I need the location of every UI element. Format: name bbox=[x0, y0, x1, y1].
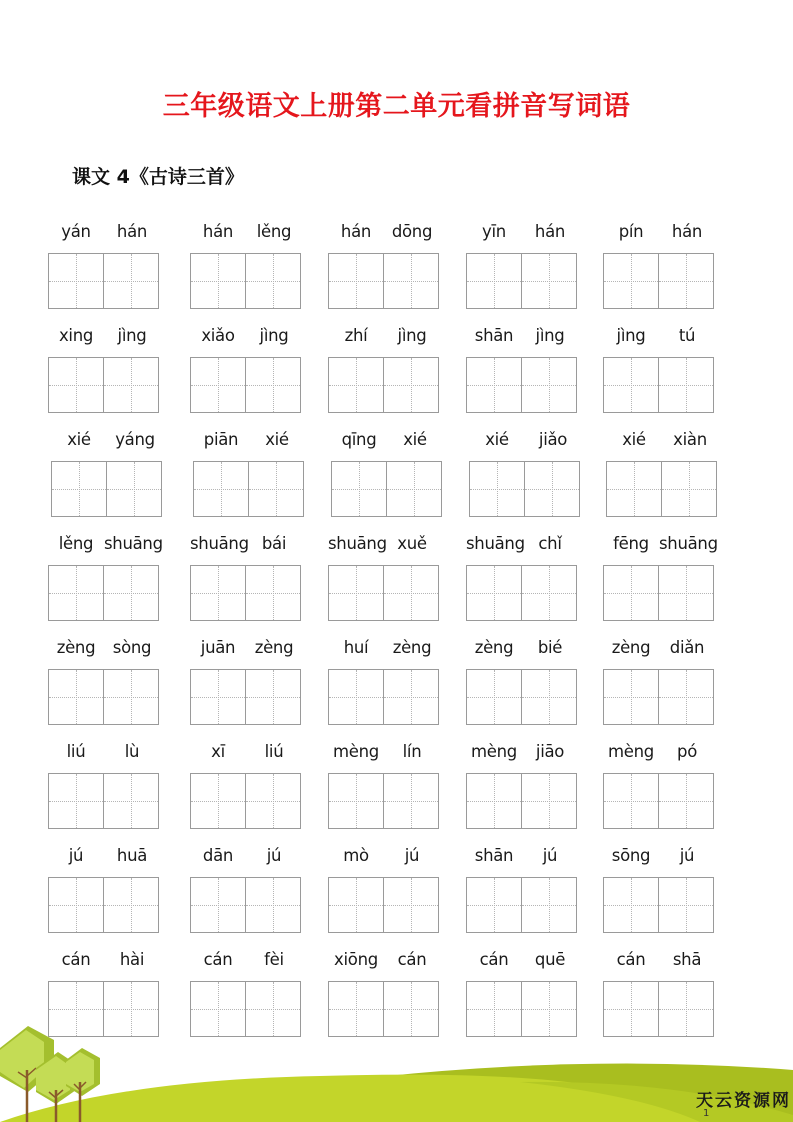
tianzige-writing-box[interactable] bbox=[328, 565, 384, 621]
tianzige-writing-box[interactable] bbox=[603, 357, 659, 413]
writing-boxes bbox=[190, 773, 301, 829]
pinyin-syllable: chǐ bbox=[538, 534, 562, 553]
pinyin-syllable: shuāng bbox=[104, 534, 163, 553]
pinyin-label bbox=[466, 846, 579, 870]
pinyin-syllable: lěng bbox=[256, 222, 292, 241]
writing-boxes bbox=[190, 877, 301, 933]
tianzige-writing-box[interactable] bbox=[384, 773, 439, 829]
writing-boxes bbox=[603, 357, 714, 413]
writing-boxes bbox=[48, 357, 159, 413]
pinyin-syllable: jìng bbox=[259, 326, 289, 345]
pinyin-syllable: qīng bbox=[341, 430, 377, 449]
pinyin-syllable: jìng bbox=[616, 326, 646, 345]
tianzige-writing-box[interactable] bbox=[522, 253, 577, 309]
pinyin-syllable: xiōng bbox=[334, 950, 378, 969]
pinyin-syllable: shuāng bbox=[328, 534, 387, 553]
pinyin-syllable: zèng bbox=[474, 638, 514, 657]
pinyin-syllable: xuě bbox=[397, 534, 427, 553]
tianzige-writing-box[interactable] bbox=[190, 253, 246, 309]
pinyin-syllable: xié bbox=[67, 430, 91, 449]
pinyin-syllable: mò bbox=[343, 846, 369, 865]
pinyin-label bbox=[328, 950, 441, 974]
pinyin-syllable: jìng bbox=[535, 326, 565, 345]
pinyin-label bbox=[603, 950, 716, 974]
pinyin-syllable: mèng bbox=[333, 742, 379, 761]
tianzige-writing-box[interactable] bbox=[331, 461, 387, 517]
tianzige-writing-box[interactable] bbox=[522, 773, 577, 829]
tianzige-writing-box[interactable] bbox=[190, 357, 246, 413]
tianzige-writing-box[interactable] bbox=[466, 357, 522, 413]
tianzige-writing-box[interactable] bbox=[659, 773, 714, 829]
writing-boxes bbox=[466, 357, 577, 413]
pinyin-label bbox=[48, 534, 161, 558]
exercise-row bbox=[0, 222, 793, 326]
pinyin-syllable: jìng bbox=[397, 326, 427, 345]
pinyin-syllable: cán bbox=[203, 950, 233, 969]
tianzige-writing-box[interactable] bbox=[387, 461, 442, 517]
pinyin-syllable: jiǎo bbox=[538, 430, 568, 449]
tianzige-writing-box[interactable] bbox=[384, 253, 439, 309]
pinyin-label bbox=[466, 742, 579, 766]
pinyin-syllable: mèng bbox=[471, 742, 517, 761]
pinyin-label bbox=[190, 950, 303, 974]
tianzige-writing-box[interactable] bbox=[190, 773, 246, 829]
writing-boxes bbox=[48, 669, 159, 725]
exercise-row bbox=[0, 638, 793, 742]
tianzige-writing-box[interactable] bbox=[190, 565, 246, 621]
tianzige-writing-box[interactable] bbox=[466, 253, 522, 309]
pinyin-syllable: xié bbox=[485, 430, 509, 449]
tianzige-writing-box[interactable] bbox=[522, 877, 577, 933]
pinyin-label bbox=[190, 846, 303, 870]
tianzige-writing-box[interactable] bbox=[107, 461, 162, 517]
pinyin-label bbox=[466, 222, 579, 246]
tianzige-writing-box[interactable] bbox=[384, 877, 439, 933]
pinyin-syllable: hán bbox=[340, 222, 372, 241]
pinyin-syllable: tú bbox=[678, 326, 696, 345]
pinyin-syllable: yáng bbox=[115, 430, 155, 449]
pinyin-syllable: lù bbox=[124, 742, 140, 761]
pinyin-label bbox=[190, 638, 303, 662]
writing-boxes bbox=[331, 461, 442, 517]
tianzige-writing-box[interactable] bbox=[522, 357, 577, 413]
pinyin-syllable: bié bbox=[537, 638, 563, 657]
pinyin-syllable: yīn bbox=[482, 222, 506, 241]
pinyin-syllable: zèng bbox=[56, 638, 96, 657]
pinyin-syllable: xié bbox=[622, 430, 646, 449]
tianzige-writing-box[interactable] bbox=[104, 357, 159, 413]
pinyin-syllable: hán bbox=[116, 222, 148, 241]
tianzige-writing-box[interactable] bbox=[659, 357, 714, 413]
pinyin-syllable: huā bbox=[116, 846, 148, 865]
pinyin-syllable: pó bbox=[677, 742, 697, 761]
tianzige-writing-box[interactable] bbox=[662, 461, 717, 517]
pinyin-syllable: quē bbox=[534, 950, 566, 969]
pinyin-syllable: xiàn bbox=[673, 430, 707, 449]
writing-boxes bbox=[469, 461, 580, 517]
pinyin-label bbox=[603, 534, 716, 558]
pinyin-syllable: cán bbox=[61, 950, 91, 969]
tianzige-writing-box[interactable] bbox=[328, 773, 384, 829]
writing-boxes bbox=[606, 461, 717, 517]
pinyin-syllable: jú bbox=[542, 846, 558, 865]
writing-boxes bbox=[328, 877, 439, 933]
writing-boxes bbox=[51, 461, 162, 517]
tianzige-writing-box[interactable] bbox=[193, 461, 249, 517]
tianzige-writing-box[interactable] bbox=[603, 565, 659, 621]
tianzige-writing-box[interactable] bbox=[328, 669, 384, 725]
worksheet-title: 三年级语文上册第二单元看拼音写词语 bbox=[162, 91, 631, 122]
tianzige-writing-box[interactable] bbox=[104, 253, 159, 309]
pinyin-label bbox=[328, 638, 441, 662]
writing-boxes bbox=[48, 253, 159, 309]
tianzige-writing-box[interactable] bbox=[249, 461, 304, 517]
pinyin-label bbox=[603, 326, 716, 350]
pinyin-syllable: mèng bbox=[608, 742, 654, 761]
tianzige-writing-box[interactable] bbox=[603, 773, 659, 829]
pinyin-syllable: pín bbox=[618, 222, 644, 241]
page-number: 1 bbox=[703, 1108, 710, 1119]
tianzige-writing-box[interactable] bbox=[104, 565, 159, 621]
pinyin-label bbox=[603, 846, 716, 870]
pinyin-label bbox=[466, 950, 579, 974]
tianzige-writing-box[interactable] bbox=[328, 253, 384, 309]
writing-boxes bbox=[466, 565, 577, 621]
writing-boxes bbox=[603, 669, 714, 725]
pinyin-syllable: sòng bbox=[112, 638, 152, 657]
pinyin-label bbox=[328, 326, 441, 350]
pinyin-syllable: jiāo bbox=[535, 742, 565, 761]
pinyin-syllable: piān bbox=[203, 430, 239, 449]
writing-boxes bbox=[190, 357, 301, 413]
tianzige-writing-box[interactable] bbox=[104, 669, 159, 725]
pinyin-syllable: hán bbox=[671, 222, 703, 241]
tianzige-writing-box[interactable] bbox=[603, 669, 659, 725]
writing-boxes bbox=[328, 773, 439, 829]
exercise-row bbox=[0, 326, 793, 430]
tianzige-writing-box[interactable] bbox=[659, 253, 714, 309]
pinyin-syllable: zèng bbox=[392, 638, 432, 657]
tianzige-writing-box[interactable] bbox=[48, 773, 104, 829]
pinyin-label bbox=[603, 742, 716, 766]
writing-boxes bbox=[466, 773, 577, 829]
pinyin-syllable: diǎn bbox=[669, 638, 705, 657]
pinyin-syllable: lín bbox=[402, 742, 422, 761]
tianzige-writing-box[interactable] bbox=[246, 669, 301, 725]
writing-boxes bbox=[190, 669, 301, 725]
tianzige-writing-box[interactable] bbox=[48, 565, 104, 621]
tianzige-writing-box[interactable] bbox=[603, 877, 659, 933]
writing-boxes bbox=[603, 253, 714, 309]
writing-boxes bbox=[328, 565, 439, 621]
pinyin-syllable: xī bbox=[211, 742, 225, 761]
tianzige-writing-box[interactable] bbox=[51, 461, 107, 517]
writing-boxes bbox=[190, 253, 301, 309]
pinyin-label bbox=[190, 222, 303, 246]
lesson-heading: 课文 4《古诗三首》 bbox=[72, 166, 244, 188]
pinyin-syllable: hán bbox=[534, 222, 566, 241]
pinyin-syllable: shā bbox=[672, 950, 702, 969]
pinyin-syllable: dān bbox=[202, 846, 234, 865]
pinyin-syllable: jìng bbox=[117, 326, 147, 345]
pinyin-label bbox=[190, 742, 303, 766]
pinyin-syllable: shuāng bbox=[466, 534, 525, 553]
writing-boxes bbox=[48, 565, 159, 621]
pinyin-syllable: shān bbox=[474, 846, 514, 865]
pinyin-label bbox=[190, 326, 303, 350]
tianzige-writing-box[interactable] bbox=[328, 877, 384, 933]
pinyin-label bbox=[603, 638, 716, 662]
writing-boxes bbox=[466, 253, 577, 309]
pinyin-syllable: bái bbox=[261, 534, 287, 553]
tianzige-writing-box[interactable] bbox=[246, 253, 301, 309]
pinyin-syllable: jú bbox=[679, 846, 695, 865]
pinyin-label bbox=[190, 534, 303, 558]
exercise-row bbox=[0, 534, 793, 638]
tianzige-writing-box[interactable] bbox=[104, 877, 159, 933]
writing-boxes bbox=[603, 565, 714, 621]
tianzige-writing-box[interactable] bbox=[659, 669, 714, 725]
tianzige-writing-box[interactable] bbox=[48, 669, 104, 725]
pinyin-syllable: cán bbox=[397, 950, 427, 969]
tianzige-writing-box[interactable] bbox=[328, 357, 384, 413]
tianzige-writing-box[interactable] bbox=[469, 461, 525, 517]
pinyin-syllable: dōng bbox=[391, 222, 433, 241]
pinyin-syllable: zèng bbox=[254, 638, 294, 657]
pinyin-syllable: huí bbox=[343, 638, 369, 657]
tianzige-writing-box[interactable] bbox=[384, 669, 439, 725]
writing-boxes bbox=[328, 357, 439, 413]
pinyin-syllable: shuāng bbox=[190, 534, 249, 553]
pinyin-label bbox=[331, 430, 444, 454]
pinyin-label bbox=[328, 534, 441, 558]
pinyin-syllable: xié bbox=[265, 430, 289, 449]
pinyin-label bbox=[48, 326, 161, 350]
tianzige-writing-box[interactable] bbox=[466, 565, 522, 621]
pinyin-label bbox=[469, 430, 582, 454]
writing-boxes bbox=[48, 877, 159, 933]
pinyin-syllable: juān bbox=[200, 638, 236, 657]
pinyin-label bbox=[466, 638, 579, 662]
tianzige-writing-box[interactable] bbox=[190, 669, 246, 725]
brand-watermark: 天云资源网 bbox=[696, 1091, 791, 1111]
tianzige-writing-box[interactable] bbox=[48, 357, 104, 413]
tianzige-writing-box[interactable] bbox=[606, 461, 662, 517]
tianzige-writing-box[interactable] bbox=[246, 565, 301, 621]
pinyin-syllable: yán bbox=[61, 222, 91, 241]
tianzige-writing-box[interactable] bbox=[246, 357, 301, 413]
tianzige-writing-box[interactable] bbox=[466, 669, 522, 725]
pinyin-label bbox=[48, 222, 161, 246]
grass-hills-decoration bbox=[0, 1010, 793, 1122]
pinyin-syllable: hài bbox=[119, 950, 145, 969]
pinyin-label bbox=[328, 222, 441, 246]
writing-boxes bbox=[603, 877, 714, 933]
tianzige-writing-box[interactable] bbox=[522, 565, 577, 621]
pinyin-syllable: xié bbox=[403, 430, 427, 449]
pinyin-syllable: xing bbox=[58, 326, 94, 345]
pinyin-label bbox=[48, 846, 161, 870]
pinyin-label bbox=[51, 430, 164, 454]
tianzige-writing-box[interactable] bbox=[48, 877, 104, 933]
pinyin-label bbox=[193, 430, 306, 454]
tianzige-writing-box[interactable] bbox=[190, 877, 246, 933]
pinyin-label bbox=[48, 638, 161, 662]
pinyin-syllable: shān bbox=[474, 326, 514, 345]
pinyin-syllable: zèng bbox=[611, 638, 651, 657]
writing-boxes bbox=[328, 669, 439, 725]
pinyin-syllable: cán bbox=[616, 950, 646, 969]
tianzige-writing-box[interactable] bbox=[659, 877, 714, 933]
exercise-row bbox=[0, 742, 793, 846]
pinyin-label bbox=[328, 742, 441, 766]
exercise-row bbox=[0, 846, 793, 950]
pinyin-syllable: jú bbox=[404, 846, 420, 865]
pinyin-label bbox=[328, 846, 441, 870]
tianzige-writing-box[interactable] bbox=[522, 669, 577, 725]
pinyin-syllable: liú bbox=[66, 742, 86, 761]
writing-boxes bbox=[603, 773, 714, 829]
tianzige-writing-box[interactable] bbox=[384, 357, 439, 413]
tianzige-writing-box[interactable] bbox=[466, 773, 522, 829]
writing-boxes bbox=[328, 253, 439, 309]
pinyin-syllable: fèi bbox=[264, 950, 284, 969]
writing-boxes bbox=[48, 773, 159, 829]
pinyin-syllable: jú bbox=[266, 846, 282, 865]
tianzige-writing-box[interactable] bbox=[384, 565, 439, 621]
tianzige-writing-box[interactable] bbox=[466, 877, 522, 933]
pinyin-syllable: lěng bbox=[58, 534, 94, 553]
tianzige-writing-box[interactable] bbox=[246, 877, 301, 933]
tianzige-writing-box[interactable] bbox=[104, 773, 159, 829]
pinyin-label bbox=[606, 430, 719, 454]
writing-boxes bbox=[193, 461, 304, 517]
exercise-row bbox=[0, 430, 793, 534]
pinyin-syllable: zhí bbox=[344, 326, 368, 345]
pinyin-label bbox=[466, 326, 579, 350]
pinyin-syllable: cán bbox=[479, 950, 509, 969]
pinyin-syllable: shuāng bbox=[659, 534, 718, 553]
pinyin-syllable: jú bbox=[68, 846, 84, 865]
pinyin-label bbox=[48, 950, 161, 974]
pinyin-syllable: fēng bbox=[613, 534, 649, 553]
pinyin-label bbox=[48, 742, 161, 766]
tianzige-writing-box[interactable] bbox=[603, 253, 659, 309]
tianzige-writing-box[interactable] bbox=[525, 461, 580, 517]
pinyin-syllable: sōng bbox=[611, 846, 651, 865]
tianzige-writing-box[interactable] bbox=[48, 253, 104, 309]
tianzige-writing-box[interactable] bbox=[659, 565, 714, 621]
pinyin-label bbox=[603, 222, 716, 246]
writing-boxes bbox=[190, 565, 301, 621]
pinyin-syllable: liú bbox=[264, 742, 284, 761]
pinyin-syllable: xiǎo bbox=[201, 326, 235, 345]
writing-boxes bbox=[466, 877, 577, 933]
pinyin-syllable: hán bbox=[202, 222, 234, 241]
pinyin-label bbox=[466, 534, 579, 558]
tianzige-writing-box[interactable] bbox=[246, 773, 301, 829]
writing-boxes bbox=[466, 669, 577, 725]
